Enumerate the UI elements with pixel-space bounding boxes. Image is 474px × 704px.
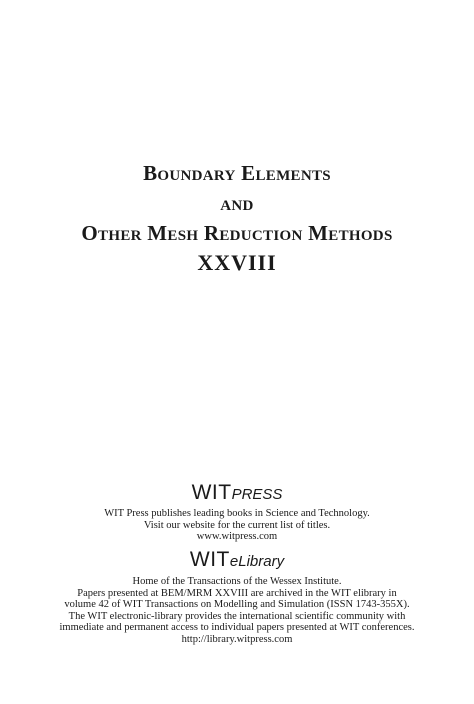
book-title (0, 158, 474, 278)
wit-elibrary-line-2: Papers presented at BEM/MRM XXVIII are archived in the WIT elibrary in (77, 587, 397, 599)
wit-press-logo-sub: PRESS (231, 486, 283, 503)
wit-elibrary-line-5: immediate and permanent access to individual papers presented at WIT conferences. (59, 622, 415, 633)
wit-elibrary-logo-main: WIT (189, 548, 230, 571)
wit-elibrary-website-link[interactable]: http://library.witpress.com (181, 633, 293, 645)
wit-press-website-link[interactable]: www.witpress.com (196, 531, 278, 542)
wit-press-line-1: WIT Press publishes leading books in Science and Technology. (104, 508, 370, 519)
wit-elibrary-line-3: volume 42 of WIT Transactions on Modelling and Simulation (ISSN 1743-355X). (64, 599, 410, 610)
wit-elibrary-logo-sub: eLibrary (229, 553, 285, 570)
title-line-3: Other Mesh Reduction Methods (81, 221, 393, 245)
wit-press-line-2: Visit our website for the current list of titles. (143, 519, 331, 531)
wit-elibrary-logo (190, 546, 284, 576)
wit-press-logo-main: WIT (191, 481, 232, 504)
wit-press-logo (192, 480, 283, 508)
title-volume-number: XXVIII (197, 250, 277, 275)
wit-elibrary-line-1: Home of the Transactions of the Wessex Institute. (132, 576, 342, 587)
title-line-2: and (220, 191, 254, 215)
wit-press-section (0, 480, 474, 543)
wit-elibrary-section (0, 546, 474, 645)
wit-elibrary-line-4: The WIT electronic-library provides the international scientific community with (68, 610, 406, 622)
title-line-1: Boundary Elements (143, 161, 331, 185)
